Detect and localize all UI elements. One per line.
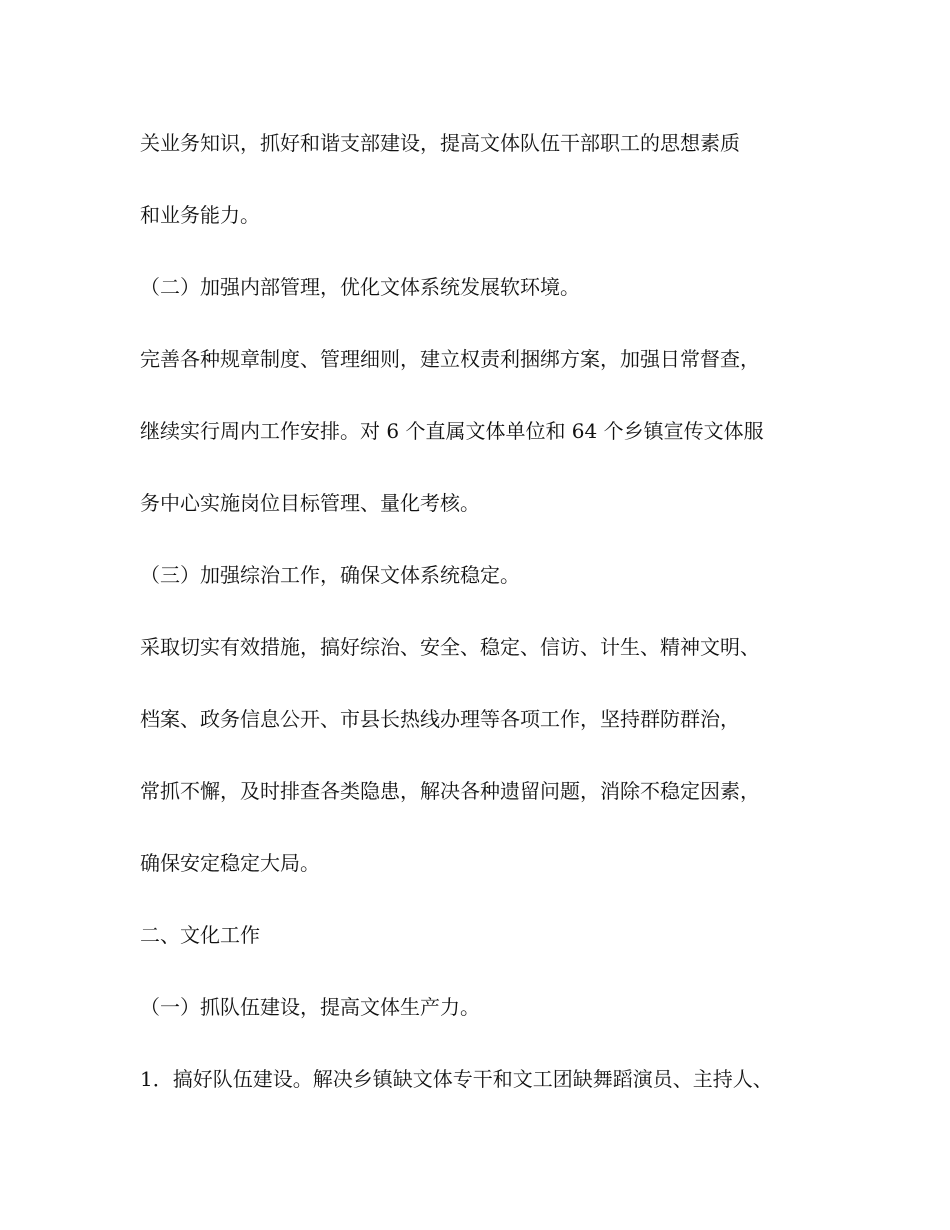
body-text-line: 完善各种规章制度、管理细则，建立权责利捆绑方案，加强日常督查， (140, 347, 760, 371)
body-text-line: 确保安定稳定大局。 (140, 851, 320, 875)
section-heading: （一）抓队伍建设，提高文体生产力。 (140, 995, 480, 1019)
body-text-line: 务中心实施岗位目标管理、量化考核。 (140, 491, 480, 515)
body-text-line: 档案、政务信息公开、市县长热线办理等各项工作，坚持群防群治， (140, 707, 740, 731)
section-heading: （三）加强综治工作，确保文体系统稳定。 (140, 563, 520, 587)
chapter-heading: 二、文化工作 (140, 923, 260, 947)
body-text-line: 采取切实有效措施，搞好综治、安全、稳定、信访、计生、精神文明、 (140, 635, 760, 659)
body-text-line: 继续实行周内工作安排。对 6 个直属文体单位和 64 个乡镇宣传文体服 (140, 419, 764, 443)
body-text-line: 关业务知识，抓好和谐支部建设，提高文体队伍干部职工的思想素质 (140, 131, 740, 155)
body-text-line: 常抓不懈，及时排查各类隐患，解决各种遗留问题，消除不稳定因素， (140, 779, 760, 803)
section-heading: （二）加强内部管理，优化文体系统发展软环境。 (140, 275, 580, 299)
body-text-line: 1．搞好队伍建设。解决乡镇缺文体专干和文工团缺舞蹈演员、主持人、 (140, 1067, 773, 1091)
body-text-line: 和业务能力。 (140, 203, 260, 227)
